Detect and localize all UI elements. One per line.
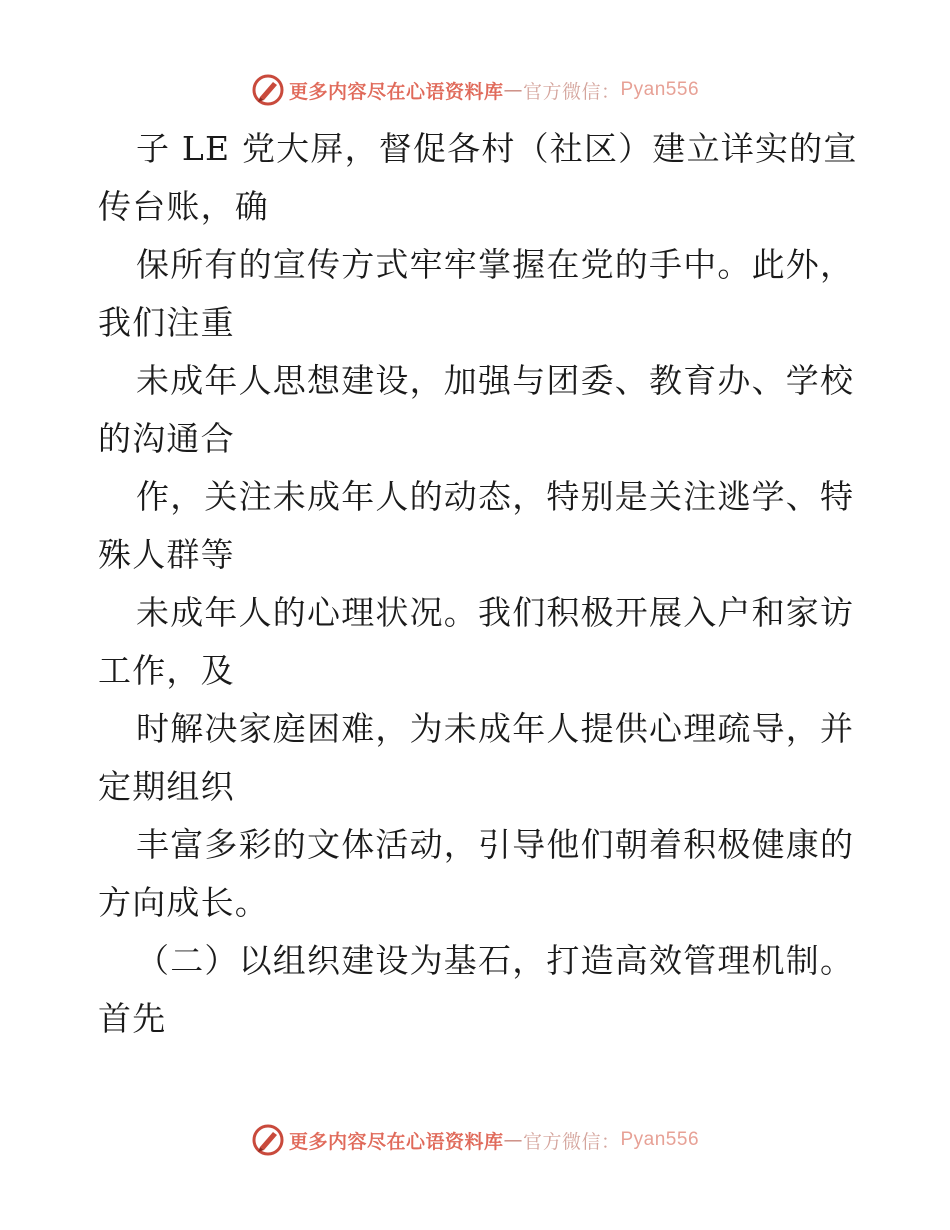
text-line: 时解决家庭困难，为未成年人提供心理疏导，并 xyxy=(136,709,855,748)
text-line: 我们注重 xyxy=(98,303,235,342)
footer-watermark xyxy=(0,1120,950,1160)
pen-logo-icon xyxy=(251,1123,285,1157)
watermark-id: Pyan556 xyxy=(620,1129,700,1150)
watermark-id: Pyan556 xyxy=(620,79,700,100)
text-line: 工作，及 xyxy=(98,651,235,690)
watermark-dash: — xyxy=(503,1129,523,1151)
text-line: 传台账，确 xyxy=(98,187,269,226)
text-line: 方向成长。 xyxy=(98,883,269,922)
text-line: 保所有的宣传方式牢牢掌握在党的手中。此外， xyxy=(136,245,855,284)
pen-logo-icon xyxy=(251,73,285,107)
text-line: 作，关注未成年人的动态，特别是关注逃学、特 xyxy=(136,477,855,516)
watermark-dash: — xyxy=(503,79,523,101)
watermark-main-text: 更多内容尽在心语资料库 xyxy=(288,80,504,103)
text-line: （二）以组织建设为基石，打造高效管理机制。 xyxy=(136,941,855,980)
text-line: 未成年人的心理状况。我们积极开展入户和家访 xyxy=(136,593,855,632)
watermark-main-text: 更多内容尽在心语资料库 xyxy=(288,1130,504,1153)
text-line: 定期组织 xyxy=(98,767,235,806)
header-watermark xyxy=(0,70,950,110)
text-line: 丰富多彩的文体活动，引导他们朝着积极健康的 xyxy=(136,825,855,864)
watermark-side-text: 官方微信： xyxy=(522,80,621,103)
text-line: 殊人群等 xyxy=(98,535,235,574)
text-line: 首先 xyxy=(98,999,167,1038)
watermark-side-text: 官方微信： xyxy=(522,1130,621,1153)
text-line: 的沟通合 xyxy=(98,419,235,458)
text-line: 子 LE 党大屏，督促各村（社区）建立详实的宣 xyxy=(136,129,858,168)
body-text xyxy=(98,120,858,1048)
text-line: 未成年人思想建设，加强与团委、教育办、学校 xyxy=(136,361,855,400)
